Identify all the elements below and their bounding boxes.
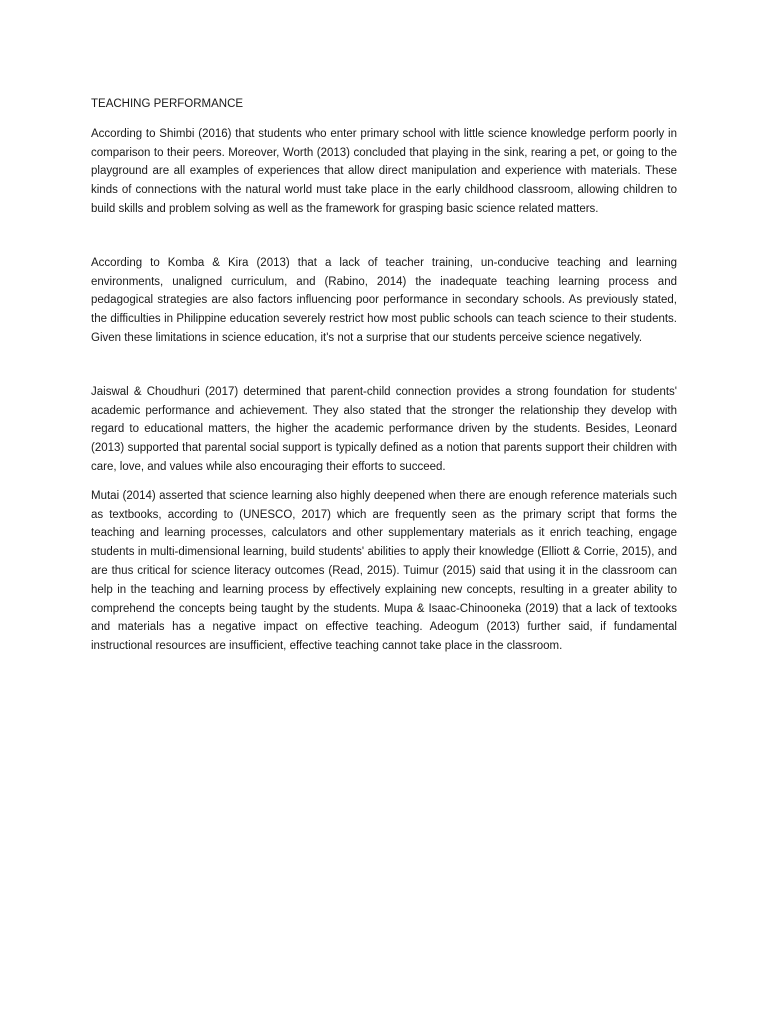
paragraph-komba-kira: According to Komba & Kira (2013) that a lack of teacher training, un-conducive teaching and learning environments, unaligned curriculum, and (Rabino, 2014) the inadequate teaching learning process and pedagogical strategies are also factors influencing poor performance in secondary schools. As previously stated, the difficulties in Philippine education severely restrict how most public schools can teach science to their students. Given these limitations in science education, it's not a surprise that our students perceive science negatively. bbox=[91, 256, 677, 344]
document-body bbox=[91, 95, 677, 656]
paragraph-spacer bbox=[91, 219, 677, 254]
paragraph-jaiswal-choudhuri: Jaiswal & Choudhuri (2017) determined that parent-child connection provides a strong foundation for students' academic performance and achievement. They also stated that the stronger the relationship they develop with regard to educational matters, the higher the academic performance driven by the students. Besides, Leonard (2013) supported that parental social support is typically defined as a notion that parents support their children with care, love, and values while also encouraging their efforts to succeed. bbox=[91, 385, 677, 473]
paragraph-spacer bbox=[91, 477, 677, 487]
paragraph-shimbi: According to Shimbi (2016) that students who enter primary school with little science knowledge perform poorly in comparison to their peers. Moreover, Worth (2013) concluded that playing in the sink, rearing a pet, or going to the playground are all examples of experiences that allow direct manipulation and experience with materials. These kinds of connections with the natural world must take place in the early childhood classroom, allowing children to build skills and problem solving as well as the framework for grasping basic science related matters. bbox=[91, 127, 677, 215]
paragraph-mutai: Mutai (2014) asserted that science learning also highly deepened when there are enough reference materials such as textbooks, according to (UNESCO, 2017) which are frequently seen as the primary script that forms the teaching and learning processes, calculators and other supplementary materials as it enrich teaching, engage students in multi-dimensional learning, build students' abilities to apply their knowledge (Elliott & Corrie, 2015), and are thus critical for science literacy outcomes (Read, 2015). Tuimur (2015) said that using it in the classroom can help in the teaching and learning process by effectively explaining new concepts, resulting in a greater ability to comprehend the concepts being taught by the students. Mupa & Isaac-Chinooneka (2019) that a lack of textooks and materials has a negative impact on effective teaching. Adeogum (2013) further said, if fundamental instructional resources are insufficient, effective teaching cannot take place in the classroom. bbox=[91, 489, 677, 653]
paragraph-spacer bbox=[91, 348, 677, 383]
section-heading: TEACHING PERFORMANCE bbox=[91, 98, 244, 110]
